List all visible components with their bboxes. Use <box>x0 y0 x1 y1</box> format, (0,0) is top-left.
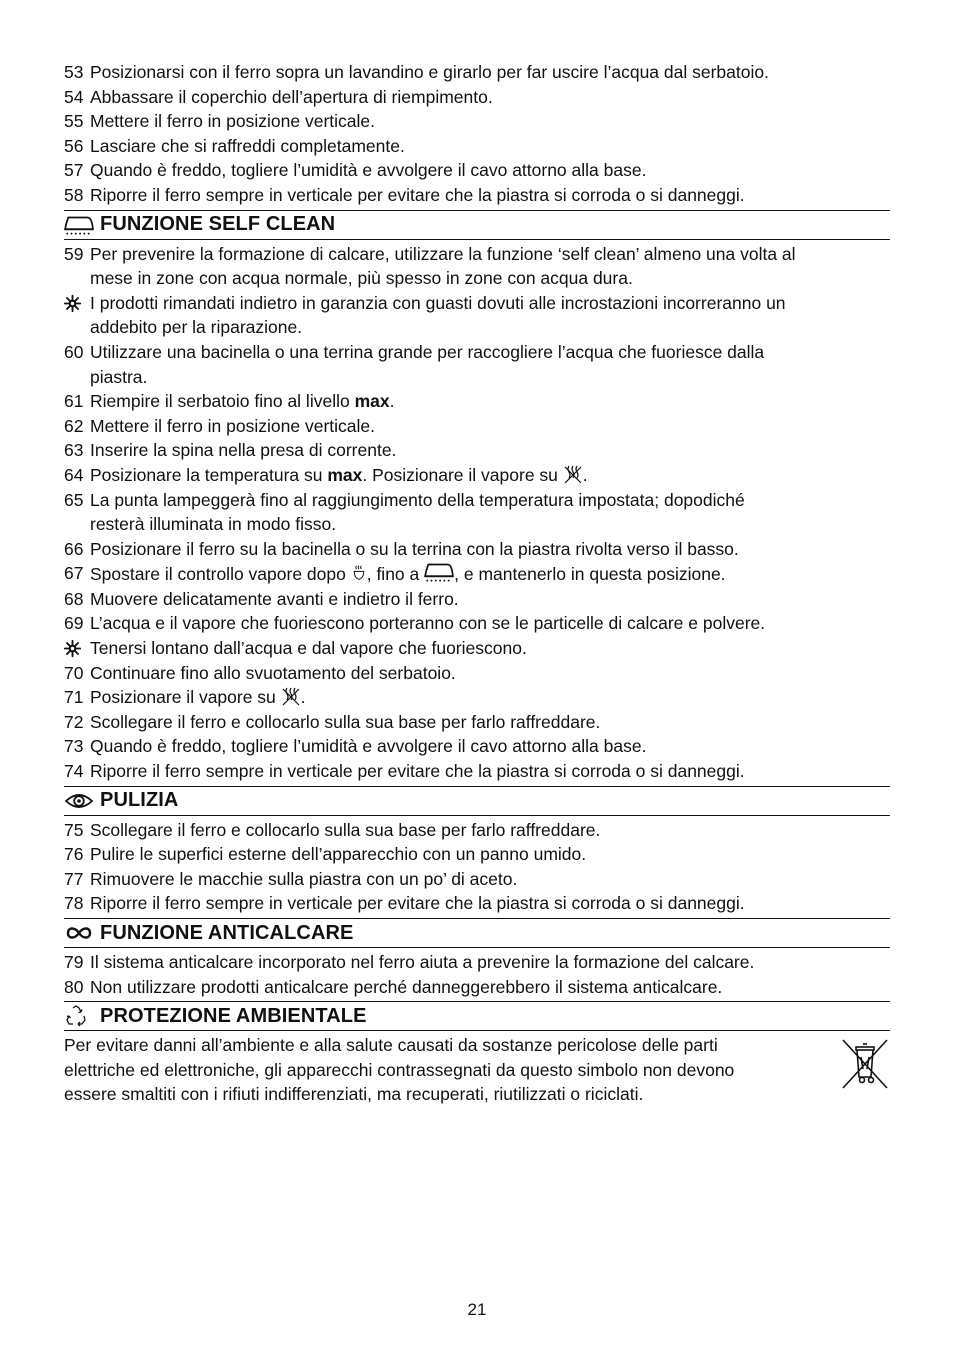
list-item: 60 Utilizzare una bacinella o una terrina grande per raccogliere l’acqua che fuoriesce dalla <box>64 341 765 362</box>
manual-page <box>64 60 890 1107</box>
no-steam-icon <box>281 686 301 706</box>
section-title: PROTEZIONE AMBIENTALE <box>100 1004 367 1027</box>
infinity-icon <box>64 925 100 941</box>
recycle-icon <box>64 1004 100 1028</box>
section-header-anticalcare <box>64 918 890 948</box>
list-item: 63 Inserire la spina nella presa di corrente. <box>64 440 397 461</box>
section-title: FUNZIONE SELF CLEAN <box>100 213 336 236</box>
list-item: 73 Quando è freddo, togliere l’umidità e avvolgere il cavo attorno alla base. <box>64 736 647 757</box>
list-item: 56 Lasciare che si raffreddi completamente. <box>64 135 405 156</box>
list-item: 64 Posizionare la temperatura su max. Posizionare il vapore su . <box>64 464 588 485</box>
list-item: 54 Abbassare il coperchio dell’apertura di riempimento. <box>64 86 493 107</box>
list-item: 74 Riporre il ferro sempre in verticale per evitare che la piastra si corroda o si danneggi. <box>64 761 745 782</box>
list-item: 55 Mettere il ferro in posizione verticale. <box>64 111 375 132</box>
eye-icon <box>64 791 100 811</box>
section-anticalcare <box>64 950 890 999</box>
list-item: 62 Mettere il ferro in posizione verticale. <box>64 415 375 436</box>
list-item: 57 Quando è freddo, togliere l’umidità e avvolgere il cavo attorno alla base. <box>64 160 647 181</box>
list-item: 77 Rimuovere le macchie sulla piastra con un po’ di aceto. <box>64 868 518 889</box>
list-item: 71 Posizionare il vapore su . <box>64 687 306 708</box>
list-item: 70 Continuare fino allo svuotamento del serbatoio. <box>64 662 456 683</box>
list-item: 61 Riempire il serbatoio fino al livello max. <box>64 391 395 412</box>
list-item-continuation: resterà illuminata in modo fisso. <box>90 514 337 535</box>
list-item: 66 Posizionare il ferro su la bacinella o su la terrina con la piastra rivolta verso il basso. <box>64 538 739 559</box>
list-item: 58 Riporre il ferro sempre in verticale per evitare che la piastra si corroda o si danneggi. <box>64 184 745 205</box>
paragraph-line: essere smaltiti con i rifiuti indifferenziati, ma recuperati, riutilizzati o riciclati. <box>64 1084 644 1105</box>
list-item: 68 Muovere delicatamente avanti e indietro il ferro. <box>64 588 459 609</box>
steam-icon <box>351 563 367 583</box>
list-item: 69 L’acqua e il vapore che fuoriescono porteranno con se le particelle di calcare e polvere. <box>64 613 766 634</box>
list-item: 79 Il sistema anticalcare incorporato nel ferro aiuta a prevenire la formazione del calcare. <box>64 952 755 972</box>
list-item: 80 Non utilizzare prodotti anticalcare perché danneggerebbero il sistema anticalcare. <box>64 976 723 997</box>
list-item: 75 Scollegare il ferro e collocarlo sulla sua base per farlo raffreddare. <box>64 819 601 840</box>
section-self-clean <box>64 242 890 784</box>
page-number: 21 <box>467 1300 487 1319</box>
warning-item: Tenersi lontano dall’acqua e dal vapore che fuoriescono. <box>64 636 890 661</box>
warning-icon <box>64 636 90 661</box>
section-ambientale <box>64 1033 890 1107</box>
warning-icon <box>64 291 90 316</box>
section-title: FUNZIONE ANTICALCARE <box>100 921 354 944</box>
self-clean-icon <box>64 214 100 236</box>
list-item: 59 Per prevenire la formazione di calcare, utilizzare la funzione ‘self clean’ almeno una volta al <box>64 243 796 264</box>
section-header-self-clean <box>64 210 890 240</box>
list-item: 76 Pulire le superfici esterne dell’apparecchio con un panno umido. <box>64 844 587 865</box>
list-item: 72 Scollegare il ferro e collocarlo sulla sua base per farlo raffreddare. <box>64 711 601 732</box>
list-item: 67 Spostare il controllo vapore dopo , fino a , e mantenerlo in questa posizione. <box>64 563 726 585</box>
list-item: 53 Posizionarsi con il ferro sopra un lavandino e girarlo per far uscire l’acqua dal serbatoio. <box>64 62 769 82</box>
section-title: PULIZIA <box>100 789 179 812</box>
list-item-continuation: mese in zone con acqua normale, più spesso in zone con acqua dura. <box>90 268 633 289</box>
section-steps-53-58 <box>64 60 890 208</box>
weee-bin-icon <box>840 1037 890 1091</box>
warning-continuation: addebito per la riparazione. <box>90 317 303 338</box>
list-item: 78 Riporre il ferro sempre in verticale per evitare che la piastra si corroda o si danneggi. <box>64 893 745 914</box>
no-steam-icon <box>563 464 583 484</box>
section-pulizia <box>64 818 890 916</box>
self-clean-icon <box>424 561 454 583</box>
list-item: 65 La punta lampeggerà fino al raggiungimento della temperatura impostata; dopodiché <box>64 489 745 510</box>
paragraph-line: Per evitare danni all’ambiente e alla salute causati da sostanze pericolose delle parti <box>64 1035 718 1056</box>
section-header-pulizia <box>64 786 890 816</box>
warning-item: I prodotti rimandati indietro in garanzia con guasti dovuti alle incrostazioni incorreranno un <box>64 291 890 316</box>
paragraph-line: elettriche ed elettroniche, gli apparecchi contrassegnati da questo simbolo non devono <box>64 1059 735 1080</box>
list-item-continuation: piastra. <box>90 366 148 387</box>
section-header-ambientale <box>64 1001 890 1031</box>
